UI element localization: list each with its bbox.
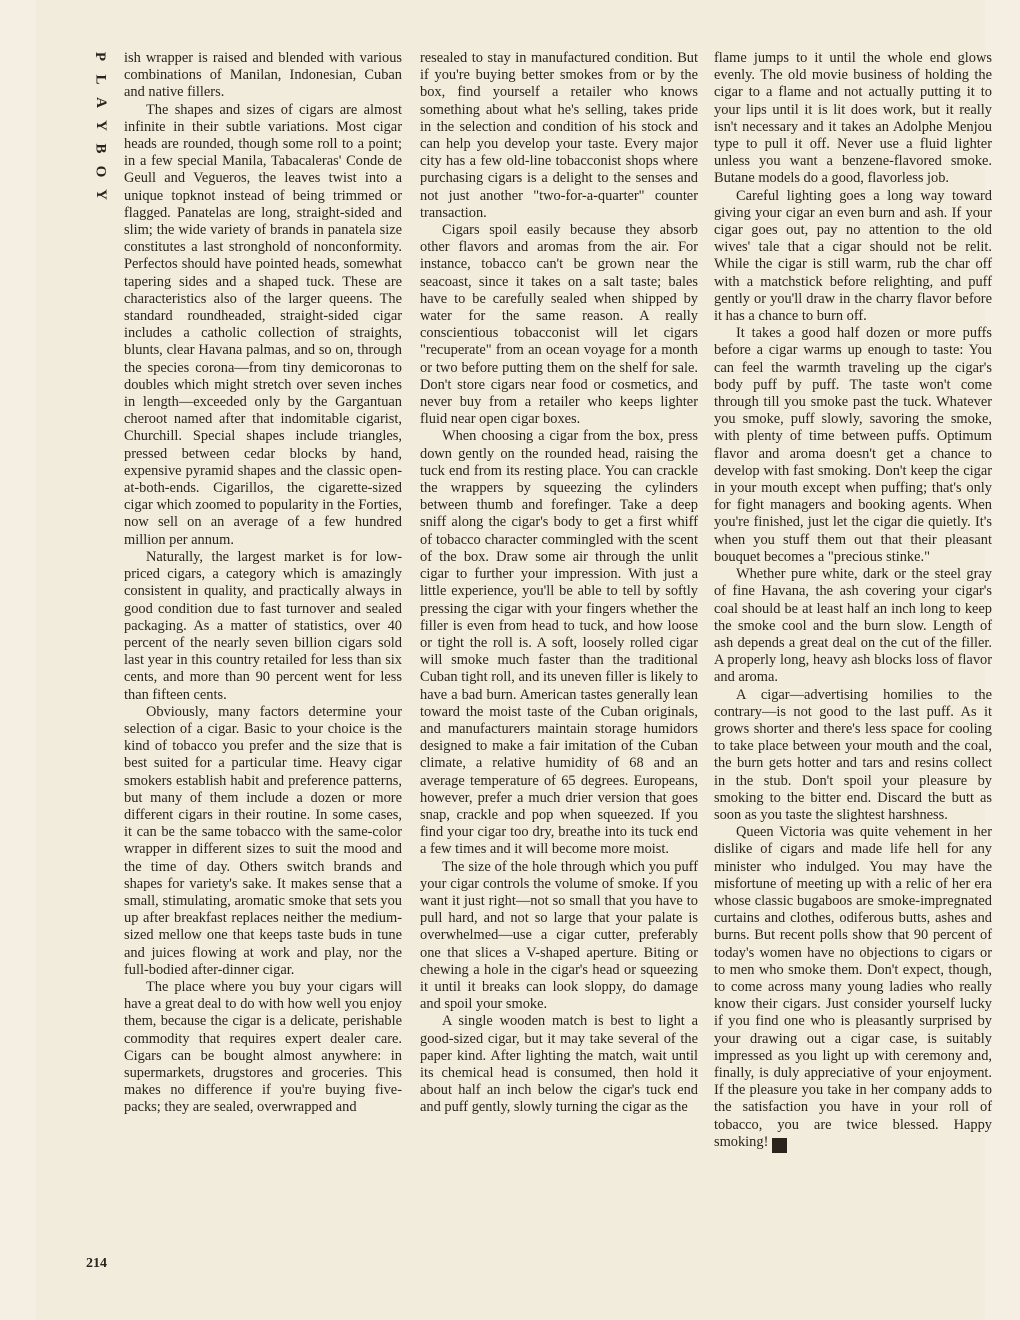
paragraph: A cigar—advertising homilies to the contrary—is not good to the last puff. As it grows shorter and there's less space for cooling to take place between your mouth and the coal, the burn gets hotter and tars and resins collect in the stub. Don't spoil your pleasure by smoking to the bitter end. Discard the butt as soon as you taste the slightest harshness. [714,686,992,823]
paragraph: A single wooden match is best to light a good-sized cigar, but it may take several of the paper kind. After lighting the match, wait until its chemical head is consumed, then hold it about half an inch below the cigar's tuck end and puff gently, slowly turning the cigar as the [420,1013,698,1116]
paragraph: flame jumps to it until the whole end glows evenly. The old movie business of holding the cigar to a flame and not actually putting it to your lips until it is lit does work, but it really isn't necessary and it takes an Adolphe Menjou type to pull it off. Never use a fluid lighter unless you want a benzene-flavored smoke. Butane models do a good, flavorless job. [714,50,992,187]
rabbit-head-icon: ♦ [772,1138,787,1153]
paragraph: resealed to stay in manufactured condition. But if you're buying better smokes from or by the box, find yourself a retailer who knows something about what he's selling, takes pride in the selection and condition of his stock and can help you develop your taste. Every major city has a few old-line tobacconist shops where purchasing cigars is a delight to the senses and not just another "two-for-a-quarter" counter transaction. [420,50,698,221]
paragraph: When choosing a cigar from the box, press down gently on the rounded head, raising the tuck end from its resting place. You can crackle the wrappers by squeezing the cylinders between thumb and forefinger. Take a deep sniff along the cigar's body to get a first whiff of tobacco character commingled with the scent of the box. Draw some air through the unlit cigar to further your impression. With just a little experience, you'll be able to tell by softly pressing the cigar with your fingers whether the filler is even from head to tuck, and how loose or tight the roll is. A soft, loosely rolled cigar will smoke much faster than the traditional Cuban tight roll, and its uneven filler is likely to have a bad burn. American tastes generally lean toward the moist taste of the Cuban originals, and manufacturers maintain storage humidors designed to make a fair imitation of the Cuban climate, a relative humidity of 68 and an average temperature of 65 degrees. Europeans, however, prefer a much drier version that goes snap, crackle and pop when squeezed. If you find your cigar too dry, breathe into its tuck end a few times and it will become more moist. [420,428,698,858]
title-letter: O [92,165,109,178]
paragraph: Cigars spoil easily because they absorb other flavors and aromas from the air. For instance, tobacco can't be grown near the seacoast, since it takes on a salt taste; bales have to be carefully sealed when shipped by water for the same reason. A really conscientious tobacconist will let cigars "recuperate" from an ocean voyage for a month or two before putting them on the shelf for sale. Don't store cigars near food or cosmetics, and never buy from a retailer who keeps lighter fluid near open cigar boxes. [420,222,698,428]
paragraph: Obviously, many factors determine your selection of a cigar. Basic to your choice is the kind of tobacco you prefer and the size that is best suited for a particular time. Heavy cigar smokers establish habit and preference patterns, but many of them include a dozen or more different cigars in their routine. In some cases, it can be the same tobacco with the same-color wrapper in different sizes to suit the mood and the time of day. Others switch brands and shapes for variety's sake. It makes sense that a small, stimulating, aromatic smoke that sets you up after breakfast replaces neither the medium-sized mellow one that keeps taste buds in tune and juices flowing at work and play, nor the full-bodied after-dinner cigar. [124,703,402,978]
paragraph: Whether pure white, dark or the steel gray of fine Havana, the ash covering your cigar's coal should be at least half an inch long to keep the smoke cool and the burn slow. Length of ash depends a great deal on the cut of the filler. A properly long, heavy ash blocks loss of flavor and aroma. [714,566,992,686]
paragraph: It takes a good half dozen or more puffs before a cigar warms up enough to taste: You can feel the warmth traveling up the cigar's body puff by puff. The taste won't come through till you smoke past the tuck. Whatever you smoke, puff slowly, savoring the smoke, with plenty of time between puffs. Optimum flavor and aroma doesn't get a chance to develop with fast smoking. Don't keep the cigar in your mouth except when puffing; that's only for fight managers and booking agents. When you're finished, just let the cigar die quietly. It's when you stuff them out that their pleasant bouquet becomes a "precious stinke." [714,325,992,565]
paragraph-text: Queen Victoria was quite vehement in her dislike of cigars and made life hell for any minister who indulged. You may have the misfortune of meeting up with a relic of her era whose classic bugaboos are smoke-impregnated curtains and clothes, odiferous butts, ashes and burns. But recent polls show that 90 percent of today's women have no objections to cigars or to men who smoke them. Don't expect, though, to come across many young ladies who really know their cigars. Just consider yourself lucky if you find one who is pleasantly surprised by your drawing out a cigar case, is suitably impressed as you light up with ceremony and, finally, is duly appreciative of your enjoyment. If the pleasure you take in her company adds to the satisfaction you have in your roll of tobacco, you are twice blessed. Happy smoking! [714,824,992,1150]
magazine-page [36,0,992,1320]
page-number: 214 [86,1256,107,1271]
title-letter: L [92,74,109,85]
title-letter: Y [92,120,109,131]
magazine-title-vertical [88,48,112,209]
text-column-2 [420,50,698,1117]
text-column-1 [124,50,402,1117]
paragraph: ish wrapper is raised and blended with various combinations of Manilan, Indonesian, Cuban and native fillers. [124,50,402,101]
paragraph [714,824,992,1153]
title-letter: A [92,97,109,108]
paragraph: The size of the hole through which you puff your cigar controls the volume of smoke. If you want it just right—not so small that you have to pull hard, and not so large that your palate is overwhelmed—use a cigar cutter, preferably one that slices a V-shaped aperture. Biting or chewing a hole in the cigar's head or squeezing it until it breaks can look sloppy, do damage and spoil your smoke. [420,858,698,1013]
title-letter: Y [92,189,109,200]
paragraph: Careful lighting goes a long way toward giving your cigar an even burn and ash. If your cigar goes out, pay no attention to the old wives' tale that a cigar should not be relit. While the cigar is still warm, rub the char off with a matchstick before relighting, and puff gently or you'll draw in the charry flavor before it has a chance to burn off. [714,187,992,325]
title-letter: B [92,143,109,154]
paragraph: Naturally, the largest market is for low-priced cigars, a category which is amazingly consistent in quality, and practically always in good condition due to fast turnover and sealed packaging. As a matter of statistics, over 40 percent of the nearly seven billion cigars sold last year in this country retailed for less than six cents, and more than 90 percent went for less than fifteen cents. [124,548,402,703]
paragraph: The place where you buy your cigars will have a great deal to do with how well you enjoy them, because the cigar is a delicate, perishable commodity that requires expert dealer care. Cigars can be bought almost anywhere: in supermarkets, drugstores and groceries. This makes no difference if you're buying five-packs; they are sealed, overwrapped and [124,978,402,1116]
text-column-3 [714,50,992,1153]
title-letter: P [92,51,109,62]
paragraph: The shapes and sizes of cigars are almost infinite in their subtle variations. Most cigar heads are rounded, though some roll to a point; in a few special Manila, Tabacaleras' Conde de Geull and Vegueros, the leaves twist into a unique topknot instead of being trimmed or flagged. Panatelas are long, straight-sided and slim; the wide variety of brands in panatela size constitutes a last stronghold of nonconformity. Perfectos should have pointed heads, somewhat tapering sides and a shaped tuck. These are characteristics also of the larger queens. The standard roundheaded, straight-sided cigar includes a catholic collection of straights, blunts, clear Havana palmas, and so on, through the species corona—from tiny demicoronas to doubles which might stretch over seven inches in length—exceeded only by the Gargantuan cheroot named after that indomitable cigarist, Churchill. Special shapes include triangles, pressed between cedar blocks by hand, expensive pyramid shapes and the classic open-at-both-ends. Cigarillos, the cigarette-sized cigar which zoomed to popularity in the Forties, now sell on an average of a few hundred million per annum. [124,101,402,548]
